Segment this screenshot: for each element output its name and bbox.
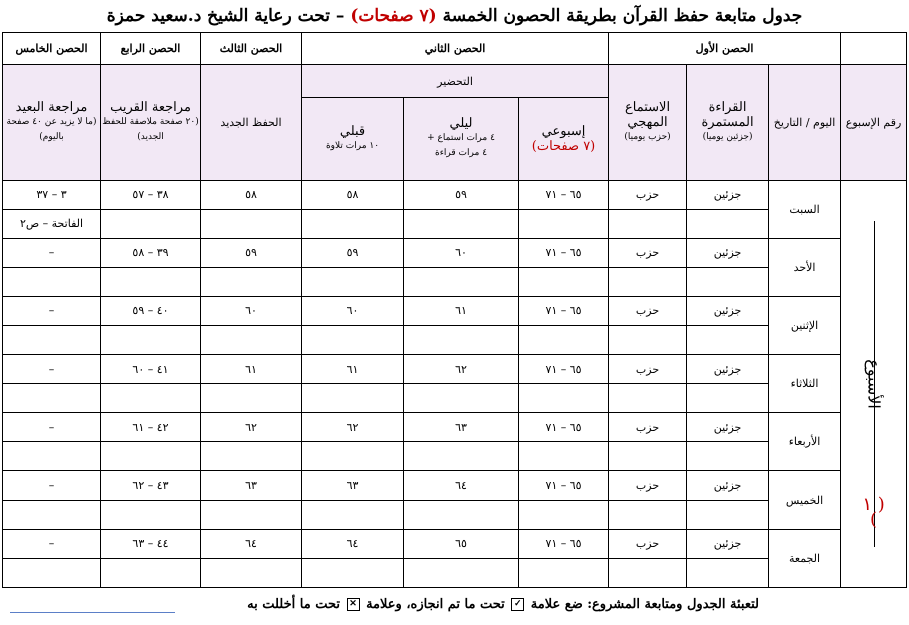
- near-review-note: (٢٠ صفحة ملاصقة للحفظ الجديد): [102, 116, 199, 142]
- cell-far: ٣ – ٣٧: [3, 180, 101, 209]
- cell-far: –: [3, 238, 101, 267]
- cell-near: ٤٤ – ٦٣: [101, 529, 201, 558]
- check-cell[interactable]: [101, 500, 201, 529]
- cell-weekly: ٦٥ – ٧١: [519, 529, 609, 558]
- week-number: ( ١ ): [862, 494, 885, 530]
- header-fort3: الحصن الثالث: [201, 33, 302, 65]
- check-cell[interactable]: [101, 558, 201, 587]
- reading-note: (جزئين يوميا): [702, 131, 753, 142]
- check-cell[interactable]: [3, 558, 101, 587]
- day-name: الخميس: [769, 471, 841, 529]
- cell-listening: حزب: [609, 238, 687, 267]
- check-cell[interactable]: [519, 500, 609, 529]
- cell-reading: جزئين: [687, 529, 769, 558]
- check-cell[interactable]: [101, 384, 201, 413]
- tribal-note: ١٠ مرات تلاوة: [325, 140, 380, 151]
- check-cell[interactable]: [609, 267, 687, 296]
- check-cell[interactable]: [3, 442, 101, 471]
- cell-listening: حزب: [609, 180, 687, 209]
- cell-weekly: ٦٥ – ٧١: [519, 413, 609, 442]
- check-cell[interactable]: [302, 325, 404, 354]
- header-tribal: [302, 98, 404, 180]
- cell-nightly: ٦١: [404, 296, 519, 325]
- check-cell[interactable]: [609, 209, 687, 238]
- cell-far-extra: الفاتحة – ص٢: [3, 209, 101, 238]
- cell-near: ٤٣ – ٦٢: [101, 471, 201, 500]
- check-cell[interactable]: [519, 384, 609, 413]
- check-cell[interactable]: [687, 384, 769, 413]
- cell-weekly: ٦٥ – ٧١: [519, 296, 609, 325]
- header-tahdir: [302, 65, 609, 98]
- cell-reading: جزئين: [687, 238, 769, 267]
- check-cell[interactable]: [201, 558, 302, 587]
- cell-near: ٣٩ – ٥٨: [101, 238, 201, 267]
- cell-tribal: ٦٢: [302, 413, 404, 442]
- footer-instructions: [247, 597, 759, 612]
- footer-text3: تحت ما أخللت به: [247, 597, 340, 612]
- far-review-label: مراجعة البعيد: [15, 99, 88, 115]
- cell-weekly: ٦٥ – ٧١: [519, 238, 609, 267]
- cell-nightly: ٥٩: [404, 180, 519, 209]
- cell-listening: حزب: [609, 355, 687, 384]
- cell-new: ٦٢: [201, 413, 302, 442]
- cell-reading: جزئين: [687, 413, 769, 442]
- title-main: جدول متابعة حفظ القرآن بطريقة الحصون الخمسة: [442, 6, 803, 26]
- footer-text2: تحت ما تم انجازه، وعلامة: [366, 597, 505, 612]
- reading-label: القراءة المستمرة: [701, 99, 754, 130]
- check-cell[interactable]: [101, 209, 201, 238]
- cell-far: –: [3, 296, 101, 325]
- check-cell[interactable]: [3, 325, 101, 354]
- header-fort1: الحصن الأول: [609, 33, 841, 65]
- header-empty: [841, 33, 907, 65]
- cell-tribal: ٥٩: [302, 238, 404, 267]
- check-cell[interactable]: [519, 442, 609, 471]
- nightly-note2: ٤ مرات قراءة: [434, 148, 488, 159]
- far-review-note: (ما لا يزيد عن ٤٠ صفحة باليوم): [6, 116, 97, 142]
- near-review-label: مراجعة القريب: [110, 99, 191, 115]
- cell-new: ٥٨: [201, 180, 302, 209]
- check-mark-icon: ✓: [511, 598, 524, 611]
- check-cell[interactable]: [201, 209, 302, 238]
- cell-new: ٥٩: [201, 238, 302, 267]
- cell-near: ٤١ – ٦٠: [101, 355, 201, 384]
- check-cell[interactable]: [3, 267, 101, 296]
- cell-far: –: [3, 471, 101, 500]
- header-week-num: رقم الإسبوع: [841, 65, 907, 180]
- cell-tribal: ٦٣: [302, 471, 404, 500]
- header-fort2: الحصن الثاني: [302, 33, 609, 65]
- tahdir-label: التحضير: [437, 74, 473, 88]
- page-title: [0, 4, 909, 28]
- check-cell[interactable]: [404, 558, 519, 587]
- cell-listening: حزب: [609, 471, 687, 500]
- check-cell[interactable]: [609, 325, 687, 354]
- cell-nightly: ٦٥: [404, 529, 519, 558]
- check-cell[interactable]: [404, 209, 519, 238]
- header-listening: [609, 65, 687, 180]
- cell-nightly: ٦٣: [404, 413, 519, 442]
- check-cell[interactable]: [201, 267, 302, 296]
- check-cell[interactable]: [302, 209, 404, 238]
- check-cell[interactable]: [687, 267, 769, 296]
- check-cell[interactable]: [101, 325, 201, 354]
- check-cell[interactable]: [302, 500, 404, 529]
- cell-nightly: ٦٤: [404, 471, 519, 500]
- cell-reading: جزئين: [687, 180, 769, 209]
- cell-tribal: ٦٤: [302, 529, 404, 558]
- tracking-table: [2, 32, 907, 588]
- cell-listening: حزب: [609, 529, 687, 558]
- weekly-note: (٧ صفحات): [531, 138, 596, 154]
- check-cell[interactable]: [609, 442, 687, 471]
- check-cell[interactable]: [404, 384, 519, 413]
- cell-listening: حزب: [609, 296, 687, 325]
- header-far-review: [3, 65, 101, 180]
- header-fort5: الحصن الخامس: [3, 33, 101, 65]
- check-cell[interactable]: [404, 325, 519, 354]
- cell-weekly: ٦٥ – ٧١: [519, 471, 609, 500]
- footer-text1: لتعبئة الجدول ومتابعة المشروع: ضع علامة: [530, 597, 759, 612]
- cell-reading: جزئين: [687, 296, 769, 325]
- cell-reading: جزئين: [687, 471, 769, 500]
- weekly-label: إسبوعي: [541, 123, 586, 139]
- header-nightly: [404, 98, 519, 180]
- header-reading: [687, 65, 769, 180]
- check-cell[interactable]: [201, 500, 302, 529]
- cell-new: ٦١: [201, 355, 302, 384]
- day-name: الأربعاء: [769, 413, 841, 471]
- cell-near: ٤٠ – ٥٩: [101, 296, 201, 325]
- check-cell[interactable]: [687, 500, 769, 529]
- listening-note: (حزب يوميا): [624, 131, 671, 142]
- cell-nightly: ٦٠: [404, 238, 519, 267]
- check-cell[interactable]: [519, 325, 609, 354]
- cell-far: –: [3, 413, 101, 442]
- check-cell[interactable]: [201, 442, 302, 471]
- cell-weekly: ٦٥ – ٧١: [519, 180, 609, 209]
- cell-new: ٦٣: [201, 471, 302, 500]
- check-cell[interactable]: [302, 442, 404, 471]
- title-sponsor: – تحت رعاية الشيخ د.سعيد حمزة: [106, 6, 345, 26]
- cell-listening: حزب: [609, 413, 687, 442]
- day-name: الأحد: [769, 238, 841, 296]
- tribal-label: قبلي: [339, 123, 366, 139]
- check-cell[interactable]: [687, 442, 769, 471]
- check-cell[interactable]: [519, 209, 609, 238]
- check-cell[interactable]: [3, 384, 101, 413]
- cell-reading: جزئين: [687, 355, 769, 384]
- check-cell[interactable]: [302, 558, 404, 587]
- check-cell[interactable]: [3, 500, 101, 529]
- header-weekly: [519, 98, 609, 180]
- x-mark-icon: ✕: [347, 598, 360, 611]
- check-cell[interactable]: [687, 209, 769, 238]
- check-cell[interactable]: [609, 558, 687, 587]
- listening-label: الاستماع المهجي: [624, 99, 671, 130]
- cell-weekly: ٦٥ – ٧١: [519, 355, 609, 384]
- cell-far: –: [3, 355, 101, 384]
- check-cell[interactable]: [687, 558, 769, 587]
- cell-new: ٦٤: [201, 529, 302, 558]
- cell-far: –: [3, 529, 101, 558]
- check-cell[interactable]: [201, 384, 302, 413]
- nightly-label: ليلي: [449, 116, 473, 132]
- cell-near: ٤٢ – ٦١: [101, 413, 201, 442]
- check-cell[interactable]: [404, 267, 519, 296]
- nightly-note1: ٤ مرات استماع +: [427, 133, 495, 144]
- cell-tribal: ٦١: [302, 355, 404, 384]
- cell-tribal: ٥٨: [302, 180, 404, 209]
- check-cell[interactable]: [687, 325, 769, 354]
- signature-line[interactable]: [10, 612, 175, 613]
- header-fort4: الحصن الرابع: [101, 33, 201, 65]
- check-cell[interactable]: [201, 325, 302, 354]
- check-cell[interactable]: [609, 500, 687, 529]
- header-near-review: [101, 65, 201, 180]
- cell-new: ٦٠: [201, 296, 302, 325]
- header-new-hifz: الحفظ الجديد: [201, 65, 302, 180]
- check-cell[interactable]: [101, 267, 201, 296]
- week-label: الأسبوع: [864, 358, 884, 409]
- cell-nightly: ٦٢: [404, 355, 519, 384]
- day-name: الثلاثاء: [769, 355, 841, 413]
- check-cell[interactable]: [302, 384, 404, 413]
- check-cell[interactable]: [404, 500, 519, 529]
- title-pages: (٧ صفحات): [350, 6, 437, 26]
- cell-near: ٣٨ – ٥٧: [101, 180, 201, 209]
- day-name: السبت: [769, 180, 841, 238]
- check-cell[interactable]: [609, 384, 687, 413]
- check-cell[interactable]: [101, 442, 201, 471]
- check-cell[interactable]: [519, 267, 609, 296]
- check-cell[interactable]: [519, 558, 609, 587]
- check-cell[interactable]: [302, 267, 404, 296]
- week-number-cell: [841, 180, 907, 588]
- day-name: الجمعة: [769, 529, 841, 587]
- check-cell[interactable]: [404, 442, 519, 471]
- day-name: الإثنين: [769, 296, 841, 354]
- cell-tribal: ٦٠: [302, 296, 404, 325]
- header-day-date: اليوم / التاريخ: [769, 65, 841, 180]
